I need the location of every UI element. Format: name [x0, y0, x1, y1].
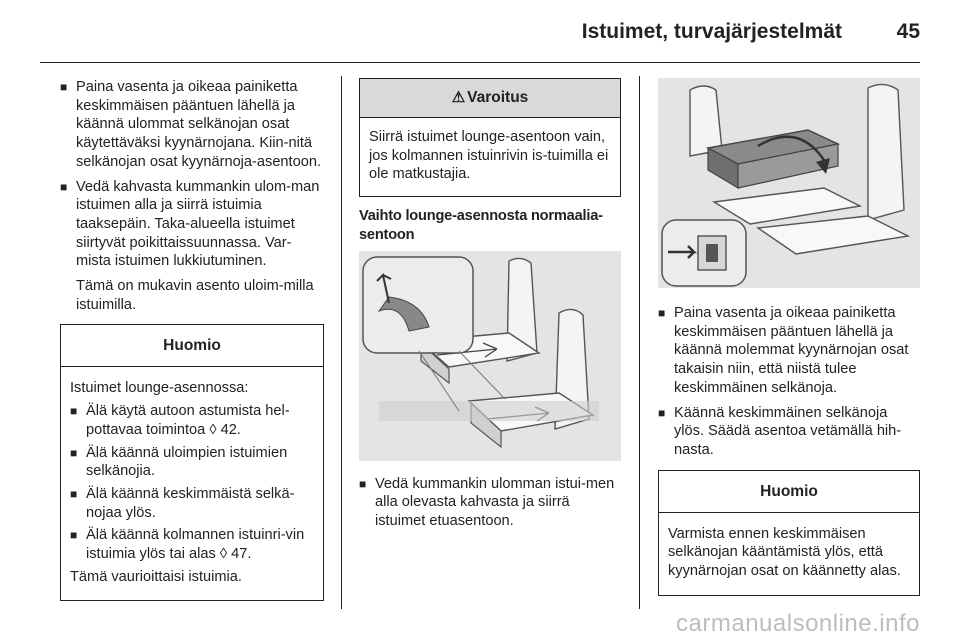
warning-text: Siirrä istuimet lounge-asentoon vain, jos kolmannen istuinrivin is-tuimilla ei ole matkustajia. [369, 129, 609, 183]
bullet-icon: ■ [359, 476, 367, 491]
page-number: 45 [896, 20, 920, 43]
bullet-icon: ■ [60, 80, 68, 94]
column-left [60, 78, 324, 601]
column-right [658, 78, 920, 596]
list-item-text: Älä käännä kolmannen istuinri-vin istuimia ylös tai alas ◊ 47. [86, 527, 305, 563]
warning-title-text: Varoitus [467, 89, 529, 106]
list-item-text: Käännä keskimmäinen selkänoja ylös. Säädä asentoa vetämällä hih-nasta. [674, 404, 902, 458]
list-item-text: Vedä kummankin ulomman istui-men alla olevasta kahvasta ja siirrä istuimet etuasentoon. [375, 475, 615, 529]
warning-icon: ⚠ [451, 89, 466, 106]
bullet-icon: ■ [658, 405, 666, 420]
list-item-text: Paina vasenta ja oikeaa painiketta keskimmäisen pääntuen lähellä ja käännä ulommat selkänojan osat käytettäväksi kyynärnojana. Kiin-nitä selkänojan osat kyynärnoja-asentoon. [76, 79, 322, 170]
list-item [658, 304, 920, 398]
list-item [70, 402, 314, 439]
list-item [70, 526, 314, 563]
header-divider [40, 62, 920, 63]
warning-box [359, 78, 621, 197]
notice-text: Varmista ennen keskimmäisen selkänojan kääntämistä ylös, että kyynärnojan osat on käännetty alas. [668, 525, 901, 580]
notice-box [60, 324, 324, 601]
list-item [60, 178, 324, 272]
list-item [70, 444, 314, 481]
notice-title: Huomio [659, 471, 919, 513]
list-item-text: Älä käännä uloimpien istuimien selkänojia. [86, 444, 288, 480]
bullet-icon: ■ [60, 179, 68, 194]
list-item [359, 475, 621, 531]
warning-title [360, 79, 620, 118]
notice-title: Huomio [61, 325, 323, 367]
list-item-text: Älä käännä keskimmäistä selkä-nojaa ylös. [86, 485, 295, 521]
bullet-icon: ■ [70, 445, 78, 460]
list-item-text: Älä käytä autoon astumista hel-pottavaa toimintoa ◊ 42. [86, 403, 290, 438]
list-item [70, 485, 314, 522]
list-item-text: Vedä kahvasta kummankin ulom-man istuimen alla ja siirrä istuimia taaksepäin. Taka-alueella istuimet siirtyvät poikittaissuunnassa. Var-mista istuimen lukkiutuminen. [76, 178, 320, 270]
armrest-illustration [658, 78, 920, 288]
bullet-icon: ■ [70, 404, 78, 419]
bullet-icon: ■ [70, 486, 78, 501]
notice-box [658, 470, 920, 596]
seat-illustration [359, 251, 621, 461]
list-item-text: Paina vasenta ja oikeaa painiketta keskimmäisen pääntuen lähellä ja käännä molemmat kyynärnojan osat takaisin niin, että niistä tulee keskimmäinen selkänoja. [674, 305, 909, 396]
list-item [60, 78, 324, 172]
paragraph: Tämä on mukavin asento uloim-milla istuimilla. [76, 278, 314, 313]
page-title: Istuimet, turvajärjestelmät [581, 20, 842, 43]
bullet-icon: ■ [70, 528, 78, 543]
list-item [658, 404, 920, 460]
column-middle [359, 78, 621, 537]
section-heading: Vaihto lounge-asennosta normaalia-sentoon [359, 208, 603, 243]
column-divider [639, 76, 640, 609]
notice-outro: Tämä vaurioittaisi istuimia. [70, 568, 242, 585]
watermark: carmanualsonline.info [676, 610, 920, 637]
bullet-icon: ■ [658, 306, 666, 320]
notice-intro: Istuimet lounge-asennossa: [70, 380, 249, 397]
column-divider [341, 76, 342, 609]
